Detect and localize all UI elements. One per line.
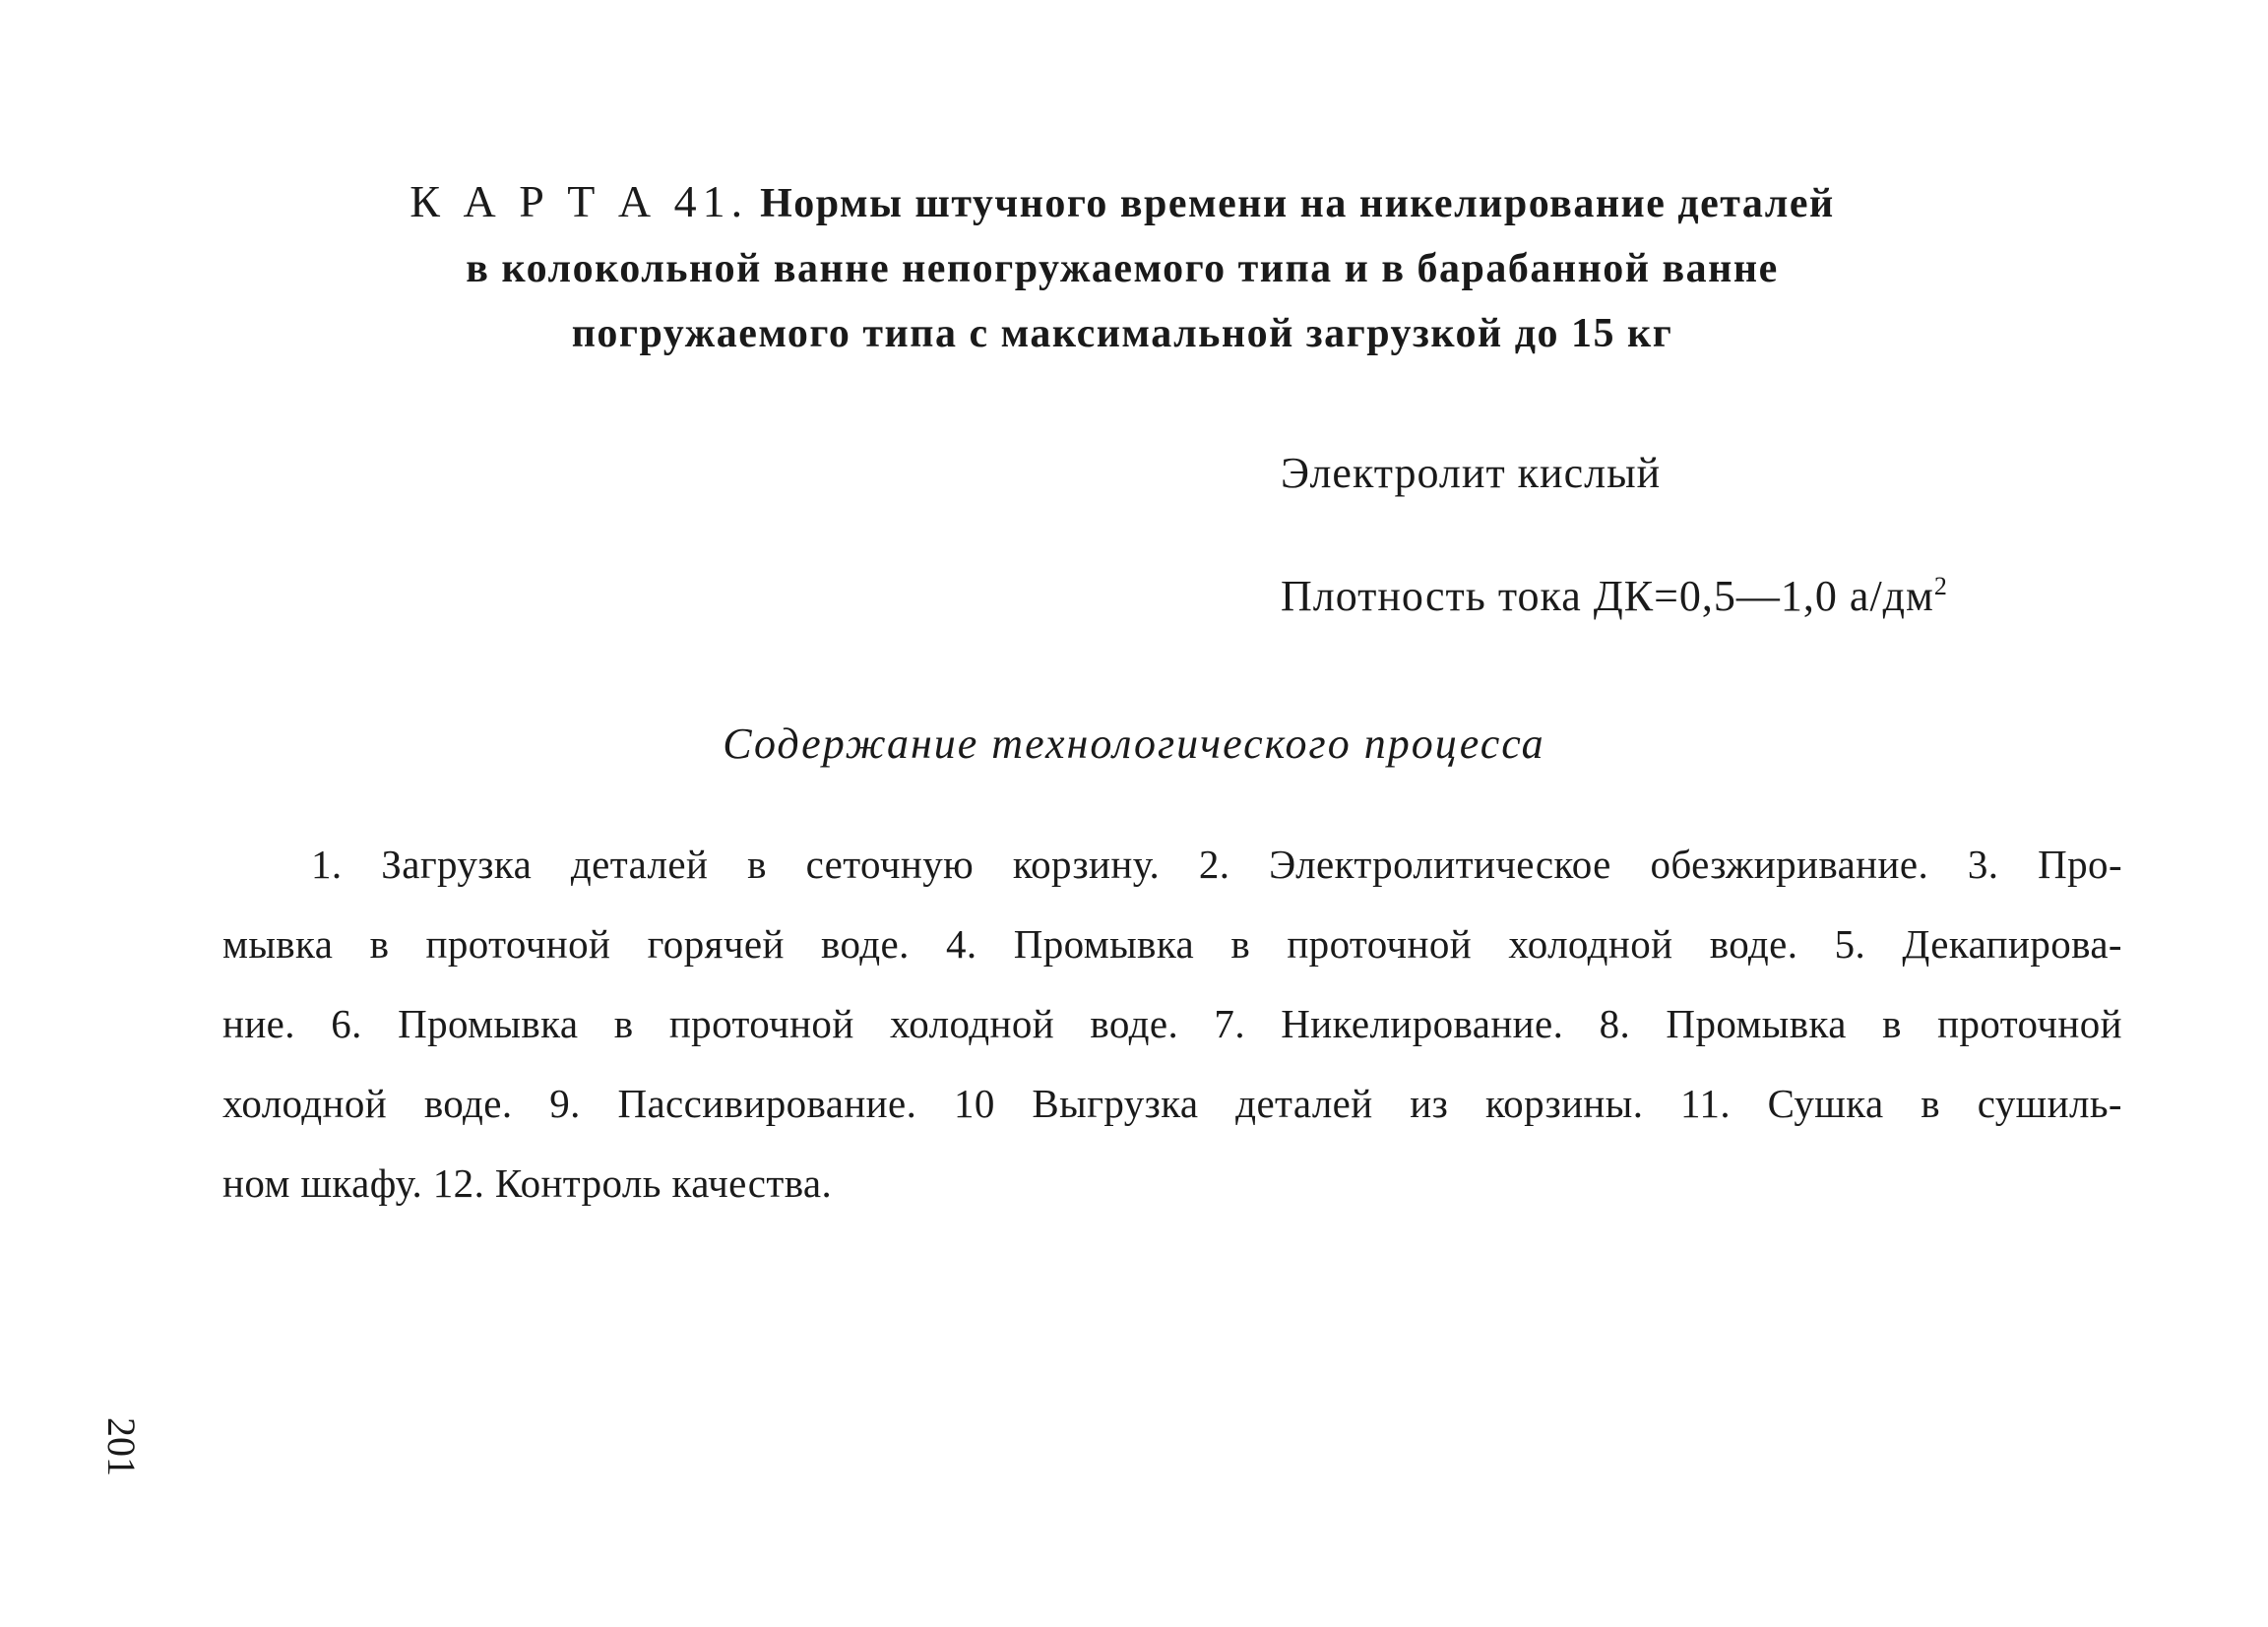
title-text-1: Нормы штучного времени на никелирование деталей — [760, 181, 1835, 226]
title-line-1 — [335, 169, 1910, 236]
card-title — [335, 169, 1910, 366]
current-density-text: Плотность тока ДК=0,5—1,0 а/дм — [1281, 572, 1934, 620]
current-density-param — [1281, 571, 1948, 621]
process-line: 1. Загрузка деталей в сеточную корзину. 2. Электролитическое обезжиривание. 3. Про- — [311, 842, 2122, 887]
title-line-2: в колокольной ванне непогружаемого типа и в барабанной ванне — [466, 246, 1779, 291]
title-line-3: погружаемого типа с максимальной загрузкой до 15 кг — [571, 311, 1673, 356]
process-description — [222, 825, 2122, 1223]
page-number: 201 — [99, 1417, 144, 1476]
process-line: мывка в проточной горячей воде. 4. Промывка в проточной холодной воде. 5. Декапирова- — [222, 921, 2122, 967]
process-line: ном шкафу. 12. Контроль качества. — [222, 1160, 833, 1206]
electrolyte-param: Электролит кислый — [1281, 449, 1662, 497]
section-heading: Содержание технологического процесса — [723, 720, 1545, 768]
process-line: ние. 6. Промывка в проточной холодной воде. 7. Никелирование. 8. Промывка в проточной — [222, 1001, 2122, 1046]
unit-superscript: 2 — [1933, 572, 1948, 600]
card-label: К А Р Т А 41. — [410, 176, 749, 226]
process-line: холодной воде. 9. Пассивирование. 10 Выгрузка деталей из корзины. 11. Сушка в сушиль- — [222, 1081, 2122, 1126]
